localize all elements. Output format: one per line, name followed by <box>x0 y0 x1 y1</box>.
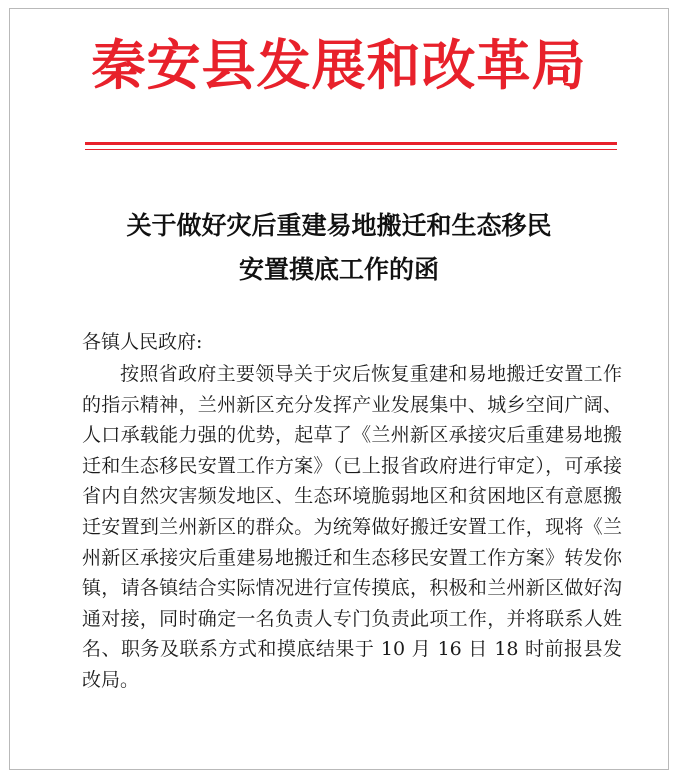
document-title-line-1: 关于做好灾后重建易地搬迁和生态移民 <box>126 211 552 240</box>
letterhead-red-rule-thin <box>85 149 617 150</box>
letterhead-red-rule-thick <box>85 142 617 145</box>
body-paragraph: 按照省政府主要领导关于灾后恢复重建和易地搬迁安置工作的指示精神，兰州新区充分发挥产业发展集中、城乡空间广阔、人口承载能力强的优势，起草了《兰州新区承接灾后重建易地搬迁和生态移民安置工作方案》（已上报省政府进行审定），可承接省内自然灾害频发地区、生态环境脆弱地区和贫困地区有意愿搬迁安置到兰州新区的群众。为统筹做好搬迁安置工作，现将《兰州新区承接灾后重建易地搬迁和生态移民安置工作方案》转发你镇，请各镇结合实际情况进行宣传摸底，积极和兰州新区做好沟通对接，同时确定一名负责人专门负责此项工作，并将联系人姓名、职务及联系方式和摸底结果于 10 月 16 日 18 时前报县发改局。 <box>82 363 622 691</box>
letterhead-organization-name: 秦安县发展和改革局 <box>91 33 587 97</box>
document-title-line-2: 安置摸底工作的函 <box>238 255 439 284</box>
document-title <box>10 204 668 292</box>
addressee: 各镇人民政府: <box>82 331 203 353</box>
document-page <box>9 8 669 770</box>
